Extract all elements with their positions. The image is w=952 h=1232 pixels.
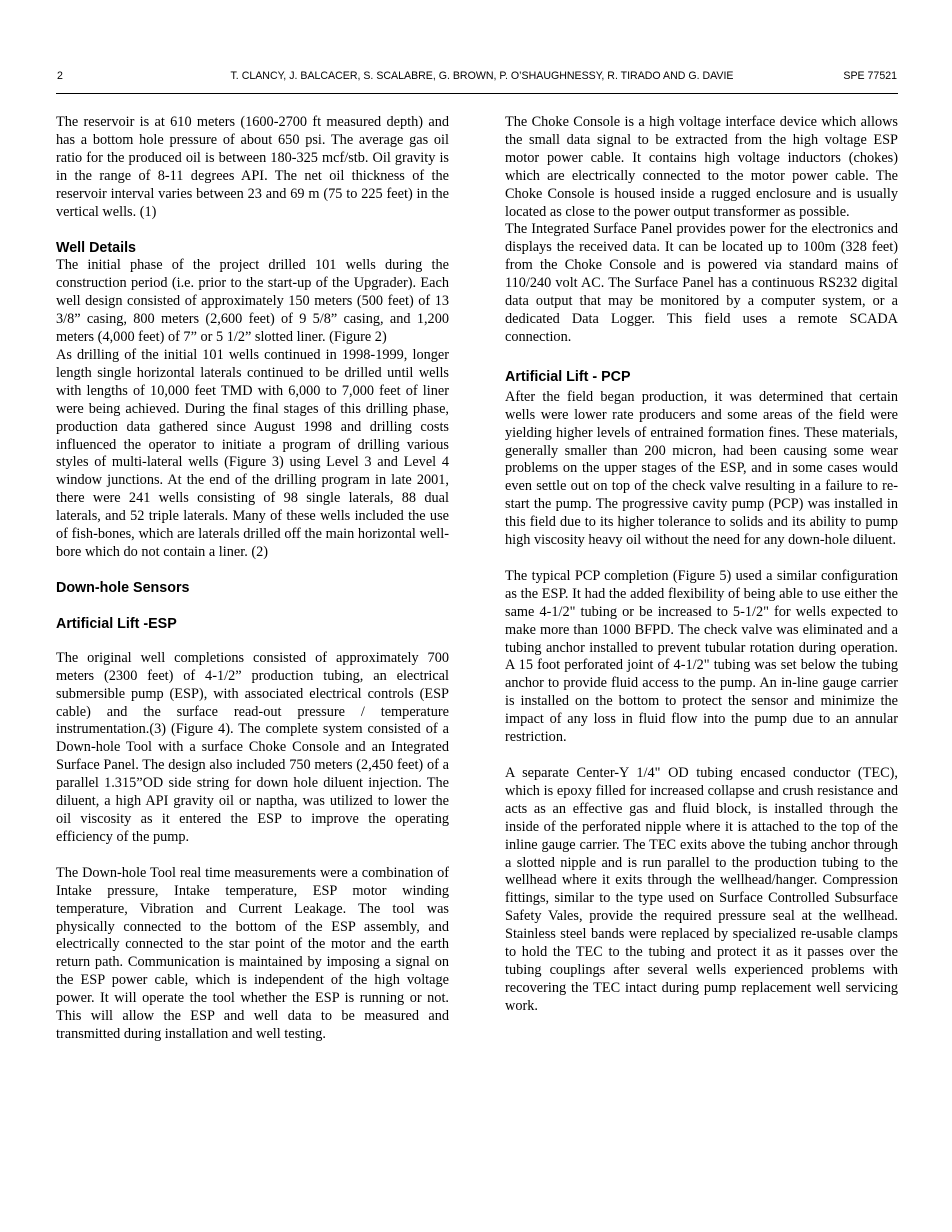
header-authors: T. CLANCY, J. BALCACER, S. SCALABRE, G. BROWN, P. O’SHAUGHNESSY, R. TIRADO AND G. DAVIE [230,70,734,82]
paragraph: After the field began production, it was determined that certain wells were lower rate producers and some areas of the field were yielding higher levels of entrained formation fines. These materials, generally smaller than 200 micron, had been causing some wear problems on the upper stages of the ESP, and in some cases would even settle out on top of the check valve resulting in a failure to re-start the pump. The progressive cavity pump (PCP) was installed in this field due to its higher tolerance to solids and its ability to pump high viscosity heavy oil without the need for any down-hole diluent. [505,388,898,549]
section-heading-well-details: Well Details [56,240,136,257]
paragraph: As drilling of the initial 101 wells continued in 1998-1999, longer length single horizontal laterals continued to be drilled until wells with lengths of 10,000 feet TMD with 6,000 to 7,000 feet of liner were being achieved. During the final stages of this drilling phase, production data gathered since August 1998 and drilling costs influenced the operator to initiate a program of drilling various styles of multi-lateral wells (Figure 3) using Level 3 and Level 4 window junctions. At the end of the drilling program in late 2001, there were 241 wells consisting of 98 single laterals, 88 dual laterals, and 52 triple laterals. Many of these wells included the use of fish-bones, which are laterals drilled off the main horizontal well-bore which do not contain a liner. (2) [56,346,449,560]
paragraph: The typical PCP completion (Figure 5) used a similar configuration as the ESP. It had the added flexibility of being able to use either the same 4-1/2" tubing or be increased to 5-1/2" for wells expected to make more than 1000 BFPD. The check valve was eliminated and a tubing anchor installed to prevent tubular rotation during operation. A 15 foot perforated joint of 4-1/2" tubing was set below the tubing anchor to provide fluid access to the pump. An in-line gauge carrier is installed on the bottom to protect the sensor and minimize the impact of any loss in fluid flow into the pump due to an annular restriction. [505,567,898,746]
page-number: 2 [57,70,63,82]
paragraph: A separate Center-Y 1/4" OD tubing encased conductor (TEC), which is epoxy filled for increased collapse and crush resistance and acts as an effective gas and fluid block, is installed through the inside of the perforated nipple where it is attached to the top of the inline gauge carrier. The TEC exits above the tubing anchor through a slotted nipple and is run parallel to the production tubing to the wellhead where it exits through the wellhead/hanger. Compression fittings, similar to the type used on Surface Controlled Subsurface Safety Vales, provide the required pressure seal at the wellhead. Stainless steel bands were replaced by specialized re-usable clamps to hold the TEC to the tubing and protect it as it passes over the tubing couplings after several wells experienced problems with recovering the TEC intact during pump replacement well servicing work. [505,765,898,1014]
left-column [56,114,449,1044]
paragraph: The Integrated Surface Panel provides power for the electronics and displays the received data. It can be located up to 100m (328 feet) from the Choke Console and is powered via standard mains of 110/240 volt AC. The Surface Panel has a continuous RS232 digital data output that may be monitored by a computer system, or a dedicated Data Logger. This field uses a remote SCADA connection. [505,221,898,345]
section-heading-downhole-sensors: Down-hole Sensors [56,579,190,596]
paper-id: SPE 77521 [843,70,897,82]
header-rule [56,93,898,94]
section-heading-artificial-lift-esp: Artificial Lift -ESP [56,615,177,632]
paragraph: The Choke Console is a high voltage interface device which allows the small data signal to be extracted from the high voltage ESP motor power cable. It contains high voltage inductors (chokes) which are electrically connected to the motor power cable. The Choke Console is housed inside a rugged enclosure and is usually located as close to the power output transformer as possible. [505,114,898,220]
paragraph: The reservoir is at 610 meters (1600-2700 ft measured depth) and has a bottom hole pressure of about 650 psi. The average gas oil ratio for the produced oil is between 180-325 mcf/stb. Oil gravity is in the range of 8-11 degrees API. The net oil thickness of the reservoir interval varies between 23 and 69 m (75 to 225 feet) in the vertical wells. (1) [56,114,449,220]
right-column [505,114,898,1016]
section-heading-artificial-lift-pcp: Artificial Lift - PCP [505,368,631,385]
paragraph: The original well completions consisted of approximately 700 meters (2300 feet) of 4-1/2” production tubing, an electrical submersible pump (ESP), with associated electrical controls (ESP cable) and the surface read-out pressure / temperature instrumentation.(3) (Figure 4). The complete system consisted of a Down-hole Tool with a surface Choke Console and an Integrated Surface Panel. The design also included 750 meters (2,450 feet) of a parallel 1.315”OD side string for down hole diluent injection. The diluent, a high API gravity oil or naptha, was utilized to lower the oil viscosity as it entered the ESP to improve the operating efficiency of the pump. [56,649,449,845]
paragraph: The Down-hole Tool real time measurements were a combination of Intake pressure, Intake temperature, ESP motor winding temperature, Vibration and Current Leakage. The tool was physically connected to the bottom of the ESP assembly, and electrically connected to the star point of the motor and the earth return path. Communication is maintained by imposing a signal on the ESP power cable, which is independent of the high voltage power. It will operate the tool whether the ESP is running or not. This will allow the ESP and well data to be measured and transmitted during installation and well testing. [56,864,449,1042]
running-header [57,70,897,86]
paragraph: The initial phase of the project drilled 101 wells during the construction period (i.e. prior to the start-up of the Upgrader). Each well design consisted of approximately 150 meters (500 feet) of 13 3/8” casing, 800 meters (2,600 feet) of 9 5/8” casing, and 1,200 meters (4,000 feet) of 7” or 5 1/2” slotted liner. (Figure 2) [56,257,449,346]
